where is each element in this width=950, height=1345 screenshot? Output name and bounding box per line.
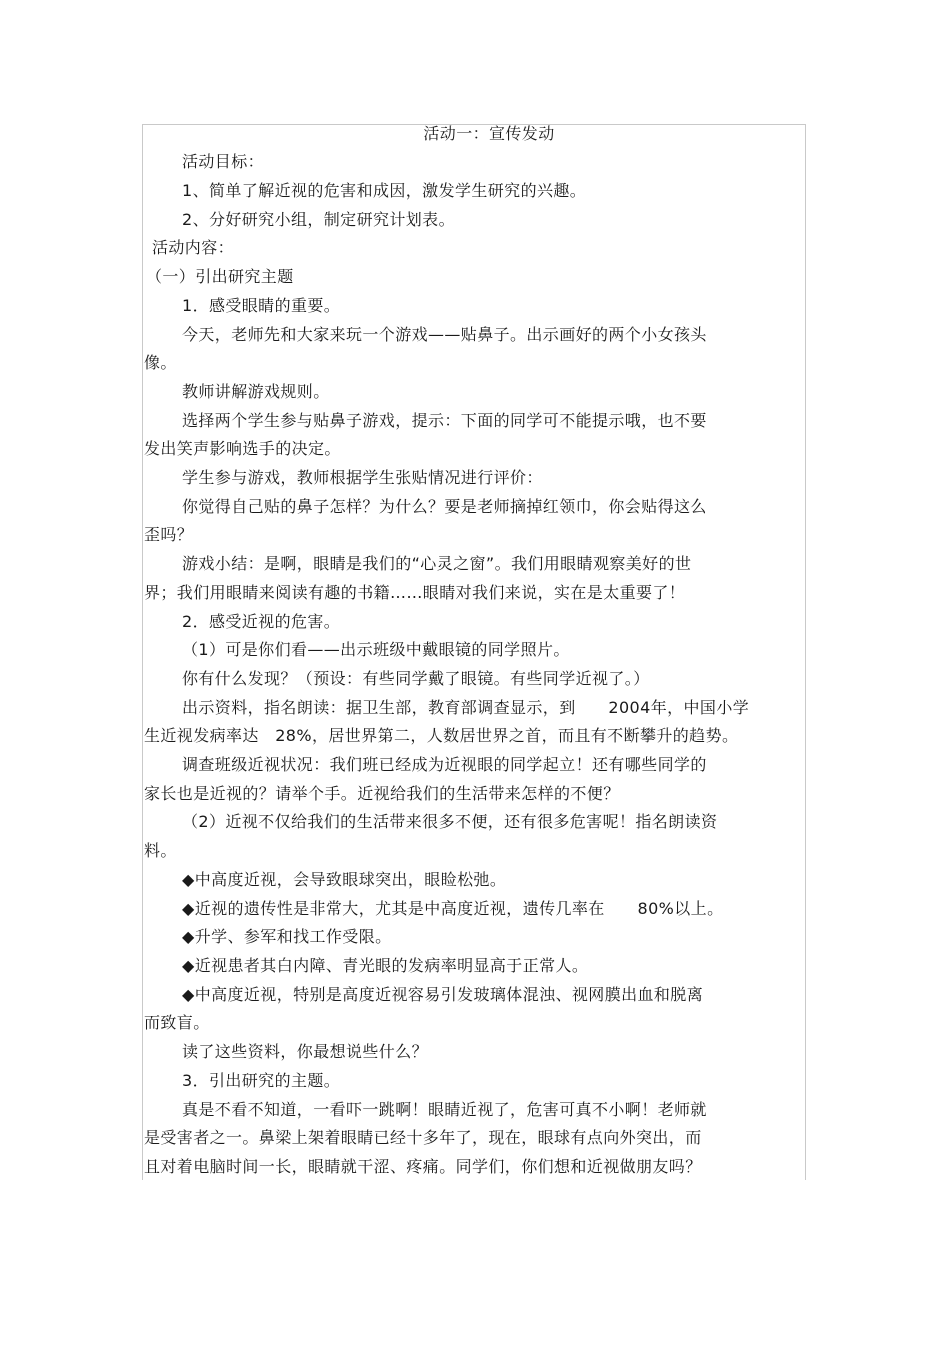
text-line: 家长也是近视的？请举个手。近视给我们的生活带来怎样的不便？ — [144, 784, 620, 803]
text-line: 歪吗？ — [144, 525, 194, 544]
text-line: 你觉得自己贴的鼻子怎样？为什么？要是老师摘掉红领巾，你会贴得这么 — [182, 497, 707, 516]
text-line: （2）近视不仅给我们的生活带来很多不便，还有很多危害呢！指名朗读资 — [182, 812, 718, 831]
text-line: 2．感受近视的危害。 — [182, 612, 341, 631]
text-line: 2、分好研究小组，制定研究计划表。 — [182, 210, 455, 229]
text-line: 像。 — [144, 353, 177, 372]
text-line: 发出笑声影响选手的决定。 — [144, 439, 341, 458]
text-line: 读了这些资料，你最想说些什么？ — [182, 1042, 429, 1061]
text-line: 今天，老师先和大家来玩一个游戏——贴鼻子。出示画好的两个小女孩头 — [182, 325, 707, 344]
text-line: ◆近视患者其白内障、青光眼的发病率明显高于正常人。 — [182, 956, 589, 975]
text-line: 真是不看不知道，一看吓一跳啊！眼睛近视了，危害可真不小啊！老师就 — [182, 1100, 707, 1119]
text-line: 调查班级近视状况：我们班已经成为近视眼的同学起立！还有哪些同学的 — [182, 755, 707, 774]
text-line: （一）引出研究主题 — [146, 267, 294, 286]
text-line: 是受害者之一。鼻梁上架着眼睛已经十多年了，现在，眼球有点向外突出，而 — [144, 1128, 702, 1147]
text-line: 而致盲。 — [144, 1013, 210, 1032]
text-line: 3．引出研究的主题。 — [182, 1071, 341, 1090]
text-line: 你有什么发现？（预设：有些同学戴了眼镜。有些同学近视了。） — [182, 669, 650, 688]
text-line: 1、简单了解近视的危害和成因，激发学生研究的兴趣。 — [182, 181, 587, 200]
text-line: 生近视发病率达 28%，居世界第二，人数居世界之首，而且有不断攀升的趋势。 — [144, 726, 739, 745]
text-line: ◆中高度近视，特别是高度近视容易引发玻璃体混浊、视网膜出血和脱离 — [182, 985, 704, 1004]
text-line: ◆近视的遗传性是非常大，尤其是中高度近视，遗传几率在 80%以上。 — [182, 899, 724, 918]
text-line: （1）可是你们看——出示班级中戴眼镜的同学照片。 — [182, 640, 570, 659]
text-line: 教师讲解游戏规则。 — [182, 382, 330, 401]
text-line: 选择两个学生参与贴鼻子游戏，提示：下面的同学可不能提示哦，也不要 — [182, 411, 707, 430]
text-line: ◆中高度近视，会导致眼球突出，眼睑松弛。 — [182, 870, 507, 889]
text-line: 且对着电脑时间一长，眼睛就干涩、疼痛。同学们，你们想和近视做朋友吗？ — [144, 1157, 702, 1176]
text-line: ◆升学、参军和找工作受限。 — [182, 927, 392, 946]
text-line: 料。 — [144, 841, 177, 860]
page-title: 活动一：宣传发动 — [423, 124, 555, 143]
text-line: 游戏小结：是啊，眼睛是我们的“心灵之窗”。我们用眼睛观察美好的世 — [182, 554, 692, 573]
text-line: 界；我们用眼睛来阅读有趣的书籍……眼睛对我们来说，实在是太重要了！ — [144, 583, 686, 602]
text-line: 学生参与游戏，教师根据学生张贴情况进行评价： — [182, 468, 543, 487]
text-line: 1．感受眼睛的重要。 — [182, 296, 341, 315]
text-line: 活动内容： — [152, 238, 235, 257]
text-line: 出示资料，指名朗读：据卫生部，教育部调查显示，到 2004年，中国小学 — [182, 698, 750, 717]
text-line: 活动目标： — [182, 152, 265, 171]
